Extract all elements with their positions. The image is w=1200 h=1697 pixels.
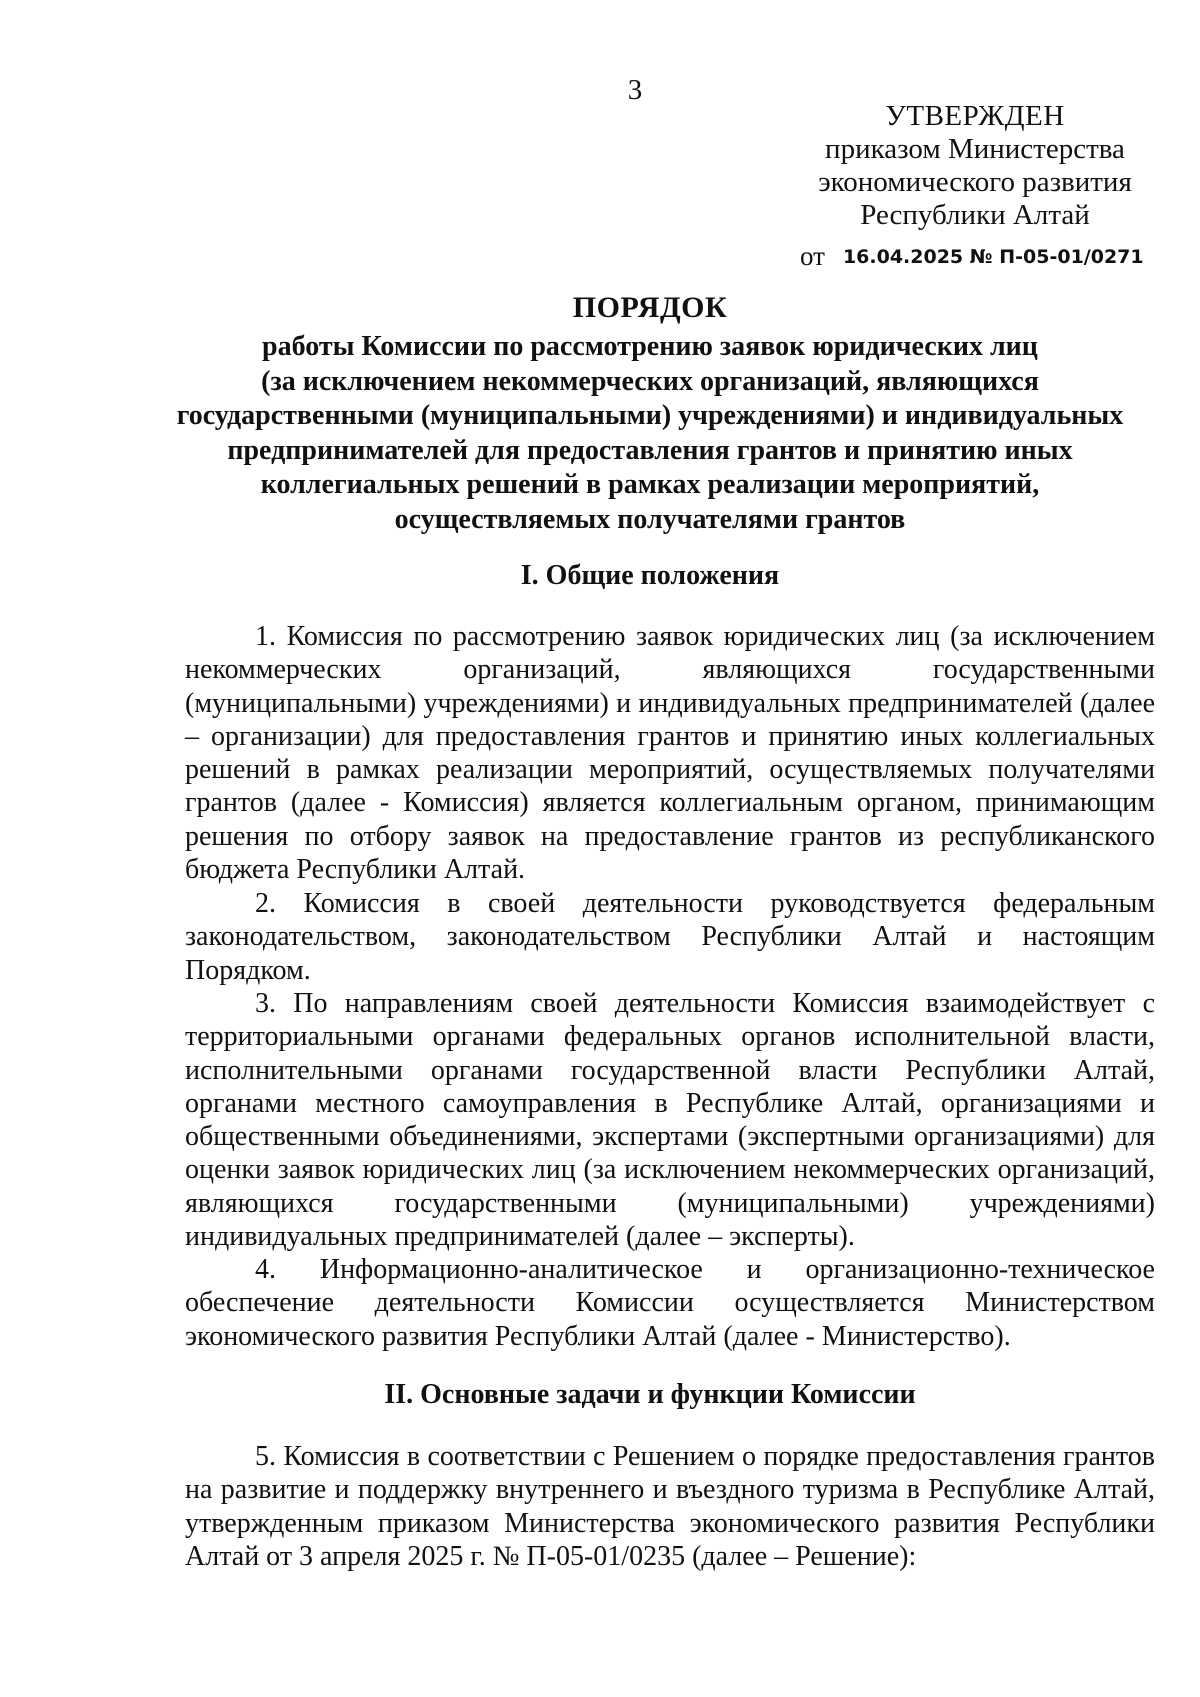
paragraph-line: Алтай от 3 апреля 2025 г. № П-05-01/0235 (далее – Решение): — [185, 1540, 917, 1572]
order-reference — [800, 241, 1144, 272]
approval-line: Республики Алтай — [860, 199, 1090, 231]
paragraph-line: – организации) для предоставления грантов и принятию иных коллегиальных — [185, 720, 1155, 752]
paragraph-1 — [185, 620, 1155, 886]
paragraph-2 — [185, 887, 1155, 987]
paragraph-line: 5. Комиссия в соответствии с Решением о порядке предоставления грантов — [255, 1441, 1155, 1472]
paragraph-line: 4. Информационно-аналитическое и организационно-техническое — [255, 1254, 1155, 1285]
order-date-number-stamp: 16.04.2025 № П-05-01/0271 — [842, 246, 1144, 268]
paragraph-line: Порядком. — [185, 954, 311, 986]
section-heading-general: I. Общие положения — [520, 560, 780, 591]
subtitle-line: коллегиальных решений в рамках реализации мероприятий, — [260, 469, 1040, 500]
paragraph-line: обеспечение деятельности Комиссии осуществляется Министерством — [185, 1287, 1155, 1319]
paragraph-line: решений в рамках реализации мероприятий, осуществляемых получателями — [185, 754, 1155, 786]
document-title: ПОРЯДОК — [572, 291, 728, 324]
paragraph-line: решения по отбору заявок на предоставление грантов из республиканского — [185, 820, 1155, 852]
approval-line: приказом Министерства — [825, 133, 1125, 165]
paragraph-line: 2. Комиссия в своей деятельности руководствуется федеральным — [255, 888, 1155, 919]
subtitle-line: работы Комиссии по рассмотрению заявок юридических лиц — [262, 331, 1038, 362]
paragraph-line: некоммерческих организаций, являющихся государственными — [185, 654, 1155, 686]
paragraph-line: общественными объединениями, экспертами (экспертными организациями) для — [185, 1121, 1155, 1153]
subtitle-line: (за исключением некоммерческих организаций, являющихся — [261, 365, 1039, 397]
paragraph-line: экономического развития Республики Алтай (далее - Министерство). — [185, 1320, 1011, 1352]
paragraph-line: исполнительными органами государственной власти Республики Алтай, — [185, 1054, 1155, 1086]
approval-line: экономического развития — [818, 166, 1132, 198]
paragraph-4 — [185, 1253, 1155, 1353]
paragraph-line: 1. Комиссия по рассмотрению заявок юридических лиц (за исключением — [255, 621, 1155, 652]
order-ot-label: от — [800, 241, 825, 271]
paragraph-line: территориальными органами федеральных органов исполнительной власти, — [185, 1021, 1155, 1053]
document-subtitle — [150, 330, 1150, 537]
approval-word: УТВЕРЖДЕН — [885, 100, 1065, 132]
paragraph-3 — [185, 987, 1155, 1253]
paragraph-line: (муниципальными) учреждениями) и индивидуальных предпринимателей (далее — [185, 687, 1155, 719]
paragraph-line: на развитие и поддержку внутреннего и въездного туризма в Республике Алтай, — [185, 1474, 1155, 1506]
paragraph-5 — [185, 1440, 1155, 1573]
paragraph-line: оценки заявок юридических лиц (за исключением некоммерческих организаций, — [185, 1154, 1155, 1186]
subtitle-line: государственными (муниципальными) учреждениями) и индивидуальных — [176, 400, 1124, 431]
paragraph-line: бюджета Республики Алтай. — [185, 854, 526, 886]
paragraph-line: индивидуальных предпринимателей (далее – эксперты). — [185, 1221, 855, 1253]
paragraph-line: грантов (далее - Комиссия) является коллегиальным органом, принимающим — [185, 787, 1155, 819]
subtitle-line: осуществляемых получателями грантов — [394, 503, 906, 535]
approval-block — [800, 100, 1150, 232]
page-number: 3 — [627, 74, 643, 106]
paragraph-line: являющихся государственными (муниципальными) учреждениями) — [185, 1187, 1155, 1219]
paragraph-line: законодательством, законодательством Республики Алтай и настоящим — [185, 921, 1155, 953]
paragraph-line: органами местного самоуправления в Республике Алтай, организациями и — [185, 1087, 1155, 1119]
section-heading-tasks: II. Основные задачи и функции Комиссии — [384, 1379, 916, 1410]
paragraph-line: утвержденным приказом Министерства экономического развития Республики — [185, 1507, 1155, 1539]
subtitle-line: предпринимателей для предоставления грантов и принятию иных — [227, 434, 1073, 466]
paragraph-line: 3. По направлениям своей деятельности Комиссия взаимодействует с — [255, 988, 1155, 1019]
